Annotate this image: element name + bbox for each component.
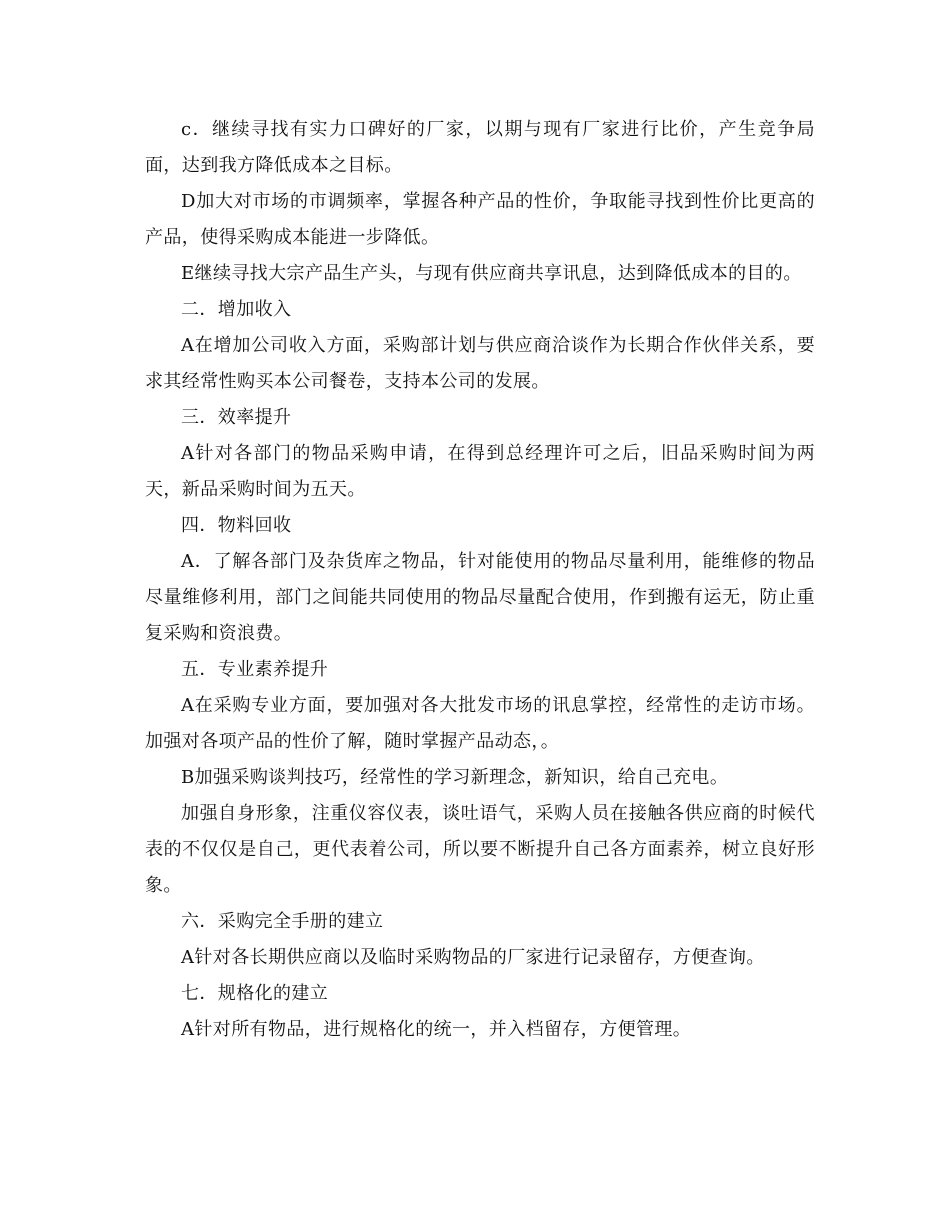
paragraph-e-bulk-producers: E继续寻找大宗产品生产头，与现有供应商共享讯息，达到降低成本的目的。 [181, 263, 802, 284]
paragraph-c-competition: c．继续寻找有实力口碑好的厂家，以期与现有厂家进行比价，产生竞争局面，达到我方降低成本之目标。 [145, 119, 815, 176]
paragraph-efficiency-a: A针对各部门的物品采购申请，在得到总经理许可之后，旧品采购时间为两天，新品采购时间为五天。 [145, 443, 815, 500]
paragraph-skills-a: A在采购专业方面，要加强对各大批发市场的讯息掌控，经常性的走访市场。加强对各项产品的性价了解，随时掌握产品动态，。 [145, 695, 815, 752]
paragraph-recycling-a: A．了解各部门及杂货库之物品，针对能使用的物品尽量利用，能维修的物品尽量维修利用，部门之间能共同使用的物品尽量配合使用，作到搬有运无，防止重复采购和资浪费。 [145, 551, 815, 644]
section-heading-professional-skills: 五．专业素养提升 [181, 659, 329, 680]
section-heading-increase-income: 二．增加收入 [181, 299, 292, 320]
paragraph-manual-a: A针对各长期供应商以及临时采购物品的厂家进行记录留存，方便查询。 [181, 947, 765, 968]
paragraph-income-a: A在增加公司收入方面，采购部计划与供应商洽谈作为长期合作伙伴关系，要求其经常性购买本公司餐卷，支持本公司的发展。 [145, 335, 815, 392]
document-body [145, 112, 815, 1048]
paragraph-d-market-survey: D加大对市场的市调频率，掌握各种产品的性价，争取能寻找到性价比更高的产品，使得采购成本能进一步降低。 [145, 191, 815, 248]
section-heading-standardization: 七．规格化的建立 [181, 983, 329, 1004]
section-heading-efficiency: 三．效率提升 [181, 407, 292, 428]
paragraph-standardization-a: A针对所有物品，进行规格化的统一，并入档留存，方便管理。 [181, 1019, 692, 1040]
paragraph-skills-image: 加强自身形象，注重仪容仪表，谈吐语气，采购人员在接触各供应商的时候代表的不仅仅是自己，更代表着公司，所以要不断提升自己各方面素养，树立良好形象。 [145, 803, 815, 896]
paragraph-skills-b: B加强采购谈判技巧，经常性的学习新理念，新知识，给自己充电。 [181, 767, 729, 788]
section-heading-procurement-manual: 六．采购完全手册的建立 [181, 911, 384, 932]
section-heading-material-recycling: 四．物料回收 [181, 515, 292, 536]
